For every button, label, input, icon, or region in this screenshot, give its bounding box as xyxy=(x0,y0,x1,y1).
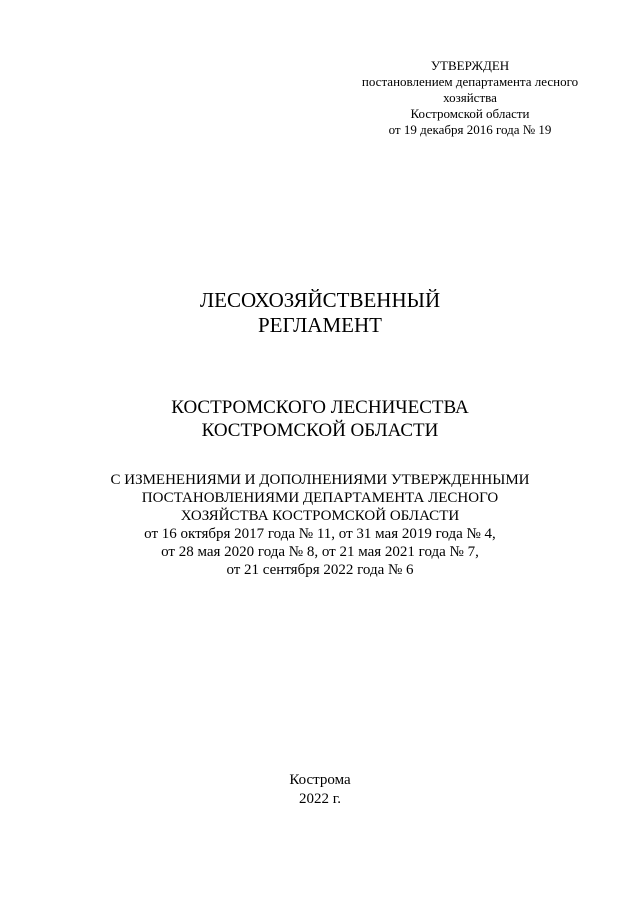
amendments-line: ХОЗЯЙСТВА КОСТРОМСКОЙ ОБЛАСТИ xyxy=(180,508,460,524)
amendments-line: от 21 сентября 2022 года № 6 xyxy=(226,562,414,578)
forestry-name-line: КОСТРОМСКОЙ ОБЛАСТИ xyxy=(201,420,439,441)
document-title-line: ЛЕСОХОЗЯЙСТВЕННЫЙ xyxy=(199,288,441,312)
amendments-line: С ИЗМЕНЕНИЯМИ И ДОПОЛНЕНИЯМИ УТВЕРЖДЕННЫМИ xyxy=(110,472,530,488)
approval-line: постановлением департамента лесного xyxy=(361,74,579,89)
approval-date: от 19 декабря 2016 года № 19 xyxy=(388,122,552,137)
footer-city: Кострома xyxy=(289,772,351,788)
footer-year: 2022 г. xyxy=(299,791,341,807)
document-title-line: РЕГЛАМЕНТ xyxy=(258,313,382,337)
approval-stamp xyxy=(330,58,610,138)
document-footer xyxy=(0,771,640,809)
amendments-line: от 28 мая 2020 года № 8, от 21 мая 2021 года № 7, xyxy=(161,544,479,560)
approval-line: хозяйства xyxy=(443,90,497,105)
forestry-name xyxy=(0,396,640,442)
amendments-note xyxy=(0,471,640,579)
amendments-line: от 16 октября 2017 года № 11, от 31 мая 2019 года № 4, xyxy=(144,526,496,542)
forestry-name-line: КОСТРОМСКОГО ЛЕСНИЧЕСТВА xyxy=(171,397,469,418)
approval-heading: УТВЕРЖДЕН xyxy=(430,58,510,73)
document-title xyxy=(0,288,640,338)
amendments-line: ПОСТАНОВЛЕНИЯМИ ДЕПАРТАМЕНТА ЛЕСНОГО xyxy=(141,490,499,506)
approval-line: Костромской области xyxy=(410,106,530,121)
